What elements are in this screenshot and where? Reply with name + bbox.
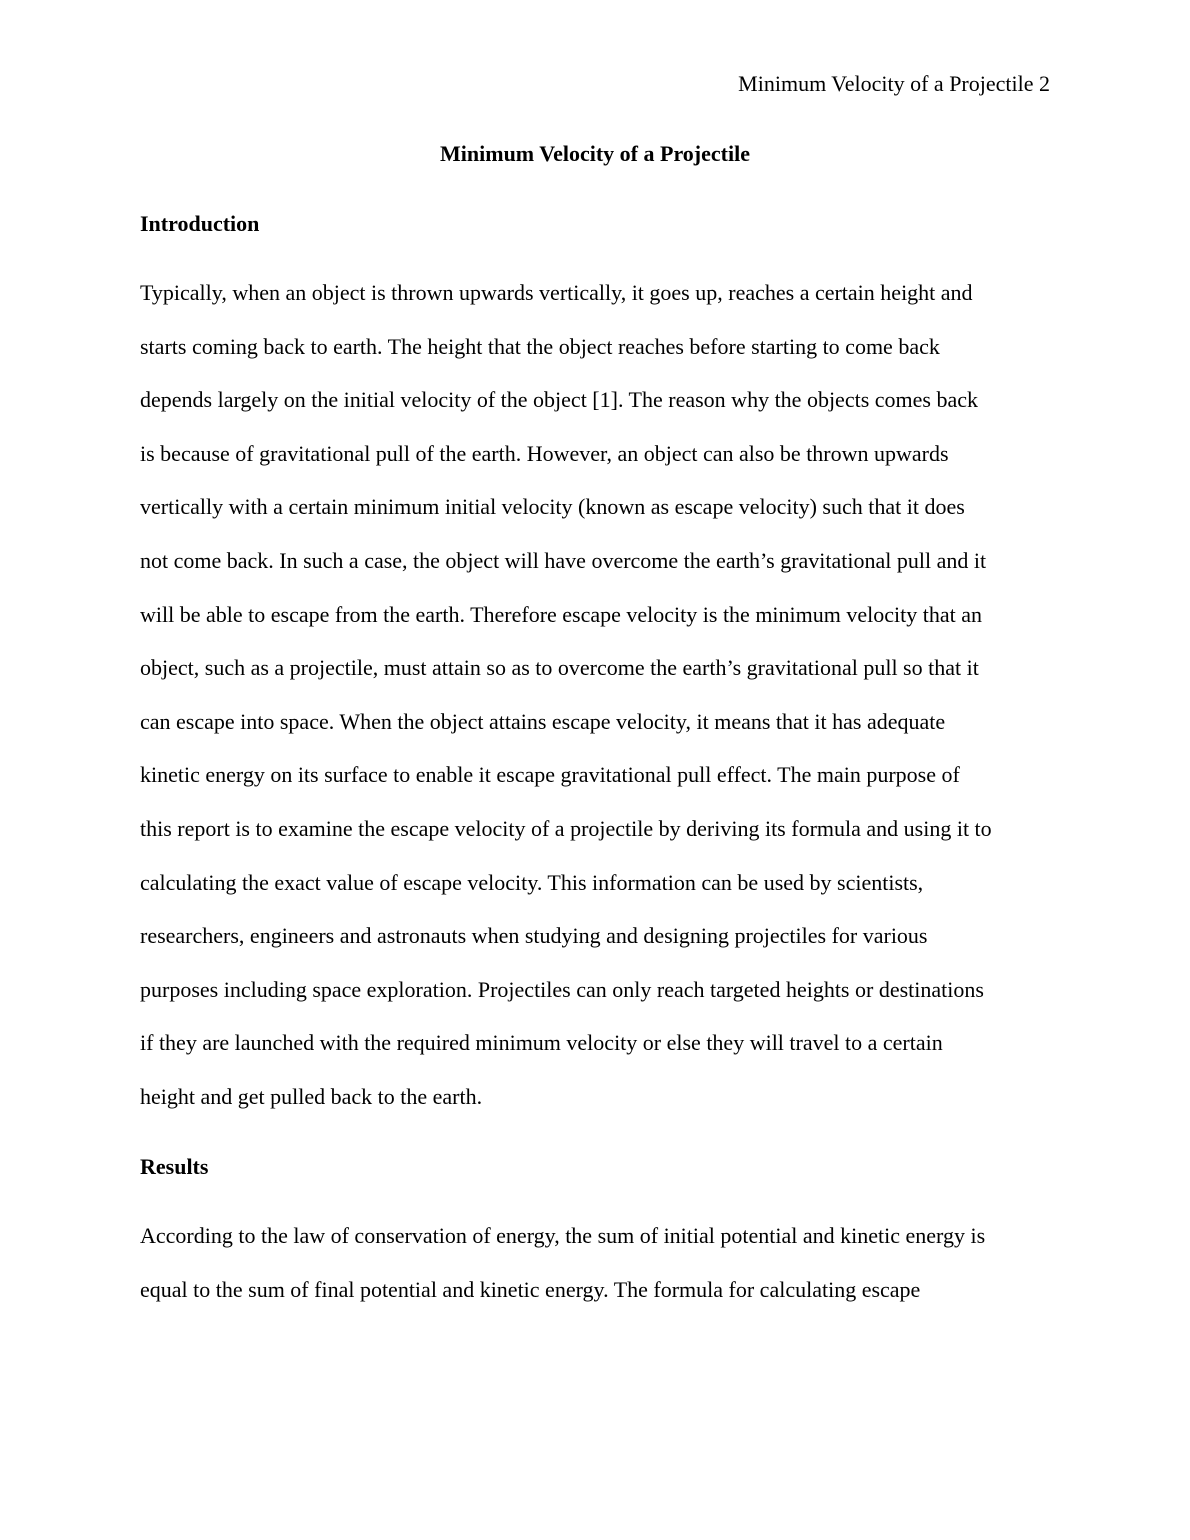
results-heading: Results [140, 1154, 209, 1179]
introduction-paragraph [140, 266, 992, 1124]
results-paragraph [140, 1209, 985, 1316]
paragraph-line: Typically, when an object is thrown upwards vertically, it goes up, reaches a certain height and [140, 280, 973, 305]
paragraph-line: is because of gravitational pull of the earth. However, an object can also be thrown upwards [140, 440, 949, 466]
paragraph-line: this report is to examine the escape velocity of a projectile by deriving its formula and using it to [140, 815, 992, 841]
paragraph-line: starts coming back to earth. The height that the object reaches before starting to come back [140, 333, 940, 359]
paragraph-line: if they are launched with the required minimum velocity or else they will travel to a certain [140, 1030, 943, 1056]
paragraph-line: equal to the sum of final potential and kinetic energy. The formula for calculating escape [140, 1276, 921, 1302]
paragraph-line: kinetic energy on its surface to enable it escape gravitational pull effect. The main purpose of [140, 762, 960, 788]
paragraph-line: not come back. In such a case, the object will have overcome the earth’s gravitational pull and it [140, 547, 987, 573]
paragraph-line: height and get pulled back to the earth. [140, 1083, 483, 1109]
paragraph-line: According to the law of conservation of energy, the sum of initial potential and kinetic energy is [140, 1223, 986, 1248]
paragraph-line: depends largely on the initial velocity of the object [1]. The reason why the objects comes back [140, 387, 978, 413]
introduction-heading: Introduction [140, 211, 260, 236]
paragraph-line: will be able to escape from the earth. Therefore escape velocity is the minimum velocity that an [140, 601, 983, 627]
paragraph-line: researchers, engineers and astronauts when studying and designing projectiles for various [140, 923, 928, 949]
paragraph-line: object, such as a projectile, must attain so as to overcome the earth’s gravitational pull so that it [140, 655, 979, 681]
paragraph-line: calculating the exact value of escape velocity. This information can be used by scientists, [140, 869, 924, 895]
document-title: Minimum Velocity of a Projectile [440, 141, 750, 166]
page-header: Minimum Velocity of a Projectile 2 [738, 71, 1050, 96]
paragraph-line: purposes including space exploration. Projectiles can only reach targeted heights or destinations [140, 976, 984, 1002]
paragraph-line: can escape into space. When the object attains escape velocity, it means that it has adequate [140, 708, 946, 734]
paragraph-line: vertically with a certain minimum initial velocity (known as escape velocity) such that it does [140, 494, 965, 520]
